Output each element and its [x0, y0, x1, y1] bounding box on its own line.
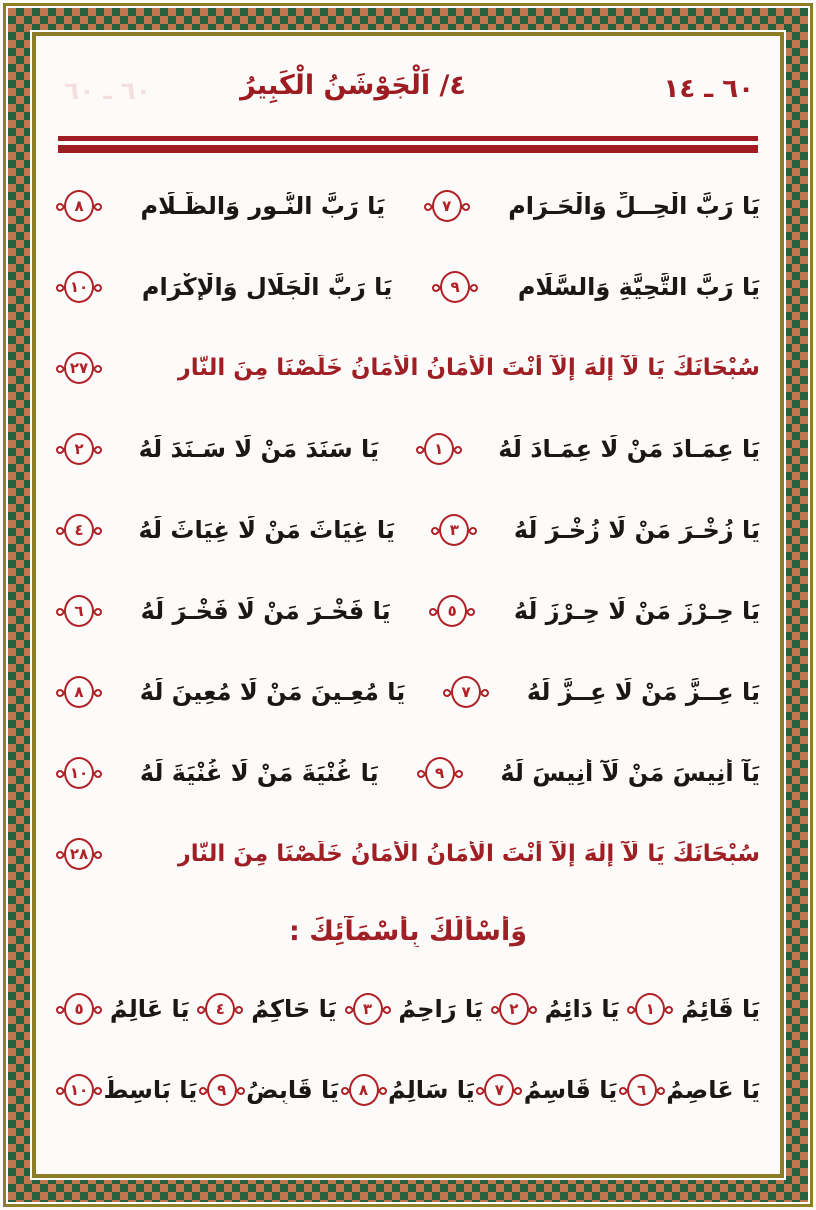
verse-number-badge: ٩ [440, 271, 470, 303]
verse-number-badge: ١ [424, 433, 454, 465]
verse-text: يَآ أَنِيسَ مَنْ لَآ أَنِيسَ لَهُ [500, 758, 760, 787]
dua-line [56, 408, 760, 489]
verse-number-badge: ٤ [205, 993, 235, 1025]
dua-line [56, 165, 760, 246]
verse-number-badge: ٢٧ [64, 352, 94, 384]
verse-number-badge: ١٠ [64, 1074, 94, 1106]
verse-text: يَا رَبَّ النُّـورِ وَالظَّـلَامِ [140, 191, 386, 220]
verse-text: يَا فَخْـرَ مَنْ لَا فَخْـرَ لَهُ [140, 596, 391, 625]
page-title: ٤/ اَلْجَوْشَنُ الْكَبِيرُ [240, 70, 466, 101]
verse-number-badge: ٧ [432, 190, 462, 222]
verse-number-badge: ٣ [353, 993, 383, 1025]
verse-text: يَا عَاصِمُ [666, 1075, 760, 1104]
verse-text: يَا رَاحِمُ [398, 994, 483, 1023]
verse-text: يَا رَبَّ التَّحِيَّةِ وَالسَّلَامِ [517, 272, 760, 301]
outer-gold-line [3, 3, 813, 1207]
verse-number-badge: ٢ [64, 433, 94, 465]
verse-text: يَا مُعِـينَ مَنْ لَا مُعِينَ لَهُ [139, 677, 406, 706]
verse-text: يَا عِمَـادَ مَنْ لَا عِمَـادَ لَهُ [498, 434, 760, 463]
verse-text: يَا زُخْـرَ مَنْ لَا زُخْـرَ لَهُ [513, 515, 760, 544]
verse-number-badge: ١٠ [64, 757, 94, 789]
verse-number-badge: ٨ [349, 1074, 379, 1106]
dua-line [56, 1049, 760, 1130]
dua-line [56, 732, 760, 813]
dua-line [56, 489, 760, 570]
verse-number-badge: ٧ [484, 1074, 514, 1106]
ornament-border [8, 8, 808, 1202]
header-divider [58, 136, 758, 153]
verse-number-badge: ٩ [207, 1074, 237, 1106]
verse-text: يَا حِـرْزَ مَنْ لَا حِـرْزَ لَهُ [513, 596, 760, 625]
verse-number-badge: ٩ [425, 757, 455, 789]
dua-line [56, 968, 760, 1049]
verse-text: يَا بَاسِطُ [103, 1075, 198, 1104]
verse-number-badge: ٦ [64, 595, 94, 627]
verse-number-badge: ١ [635, 993, 665, 1025]
verse-text: يَا عَالِمُ [109, 994, 190, 1023]
verse-text: يَا سَنَدَ مَنْ لَا سَـنَدَ لَهُ [138, 434, 380, 463]
dua-line [56, 651, 760, 732]
verse-text: يَا دَائِمُ [544, 994, 620, 1023]
verse-number-badge: ٤ [64, 514, 94, 546]
verse-text: سُبْحَانَكَ يَا لَآ إِلٰهَ إِلَّآ أَنْتَ الْأَمَانُ الْأَمَانُ خَلِّصْنَا مِنَ النَّارِ [177, 354, 760, 381]
dua-lines [56, 165, 760, 1130]
refrain-line [56, 813, 760, 894]
verse-number-badge: ١٠ [64, 271, 94, 303]
page-number: ٦٠ ـ ١٤ [663, 74, 754, 104]
verse-text: يَا قَابِضُ [246, 1075, 340, 1104]
section-heading-line [56, 894, 760, 968]
verse-text: وَأَسْأَلُكَ بِأَسْمَآئِكَ : [289, 915, 527, 947]
verse-number-badge: ٧ [451, 676, 481, 708]
verse-text: يَا قَائِمُ [681, 994, 760, 1023]
dua-line [56, 570, 760, 651]
verse-text: سُبْحَانَكَ يَا لَآ إِلٰهَ إِلَّآ أَنْتَ الْأَمَانُ الْأَمَانُ خَلِّصْنَا مِنَ النَّارِ [177, 840, 760, 867]
verse-text: يَا عِــزَّ مَنْ لَا عِــزَّ لَهُ [526, 677, 760, 706]
verse-number-badge: ٥ [437, 595, 467, 627]
verse-text: يَا رَبَّ الْحِــلِّ وَالْحَـرَامِ [508, 191, 760, 220]
verse-number-badge: ٨ [64, 676, 94, 708]
verse-text: يَا حَاكِمُ [251, 994, 337, 1023]
verse-number-badge: ٨ [64, 190, 94, 222]
verse-number-badge: ٢٨ [64, 838, 94, 870]
verse-text: يَا غِيَاثَ مَنْ لَا غِيَاثَ لَهُ [138, 515, 395, 544]
page-header [56, 68, 760, 126]
page-content [32, 32, 784, 1178]
refrain-line [56, 327, 760, 408]
verse-text: يَا سَالِمُ [387, 1075, 475, 1104]
verse-text: يَا غُنْيَةَ مَنْ لَا غُنْيَةَ لَهُ [139, 758, 379, 787]
verse-text: يَا رَبَّ الْجَلَالِ وَالْإِكْرَامِ [141, 272, 393, 301]
verse-number-badge: ٥ [64, 993, 94, 1025]
dua-line [56, 246, 760, 327]
verse-text: يَا قَاسِمُ [523, 1075, 618, 1104]
verse-number-badge: ٣ [439, 514, 469, 546]
verse-number-badge: ٢ [499, 993, 529, 1025]
page-number-watermark: ٦٠ ـ ٦٠ [64, 76, 152, 105]
verse-number-badge: ٦ [627, 1074, 657, 1106]
